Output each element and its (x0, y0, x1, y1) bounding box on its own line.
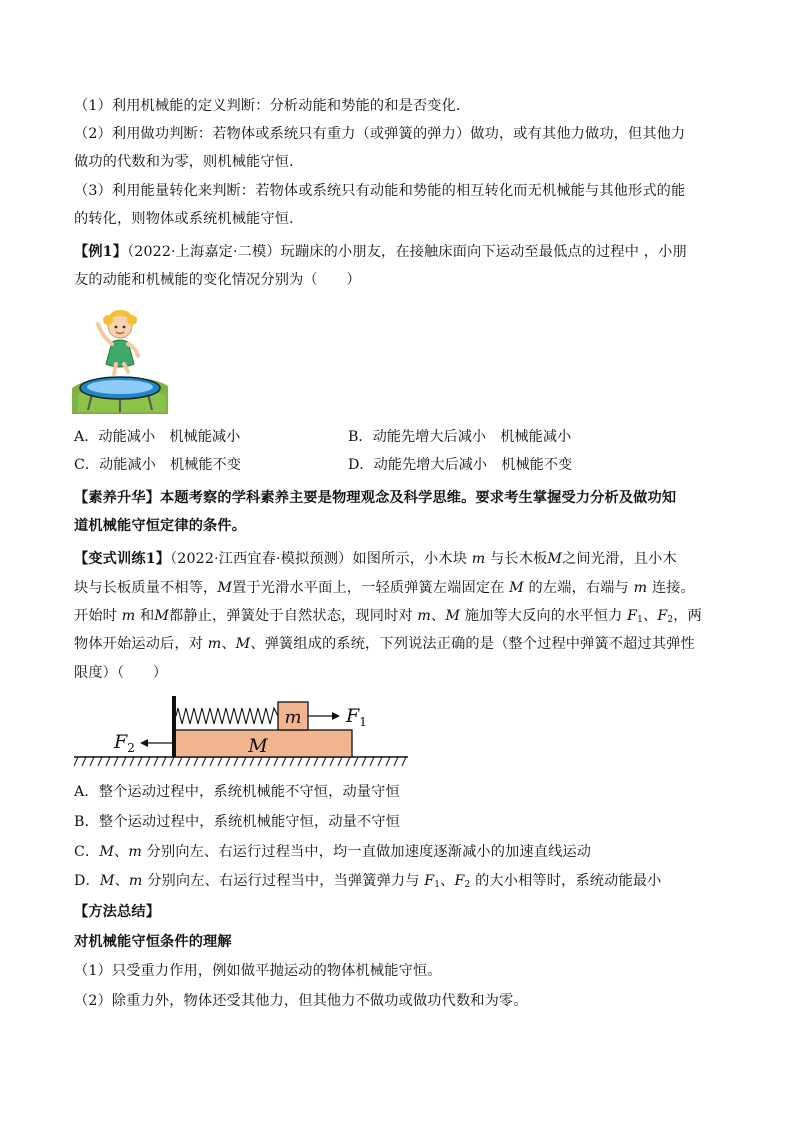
example1-tag: 【例1】 (74, 244, 128, 260)
variant-option-d: D．M、m 分别向左、右运行过程当中，当弹簧弹力与 $F_1$、$F_2$ 的大小相等时，系统动能最小 (74, 873, 662, 890)
example1-option-b: B．动能先增大后减小 机械能减小 (348, 429, 572, 445)
summary-item-1: （1）只受重力作用，例如做平抛运动的物体机械能守恒。 (74, 963, 442, 979)
force-f1-label: $F_1$ (346, 705, 367, 729)
example1-line-1: 【例1】（2022·上海嘉定·二模）玩蹦床的小朋友，在接触床面向下运动至最低点的过程中 ，小朋 (74, 244, 687, 260)
method-line-4: （3）利用能量转化来判断：若物体或系统只有动能和势能的相互转化而无机械能与其他形式的能 (74, 183, 686, 199)
variant1-tag: 【变式训练1】 (74, 551, 171, 567)
example1-option-a: A．动能减小 机械能减小 (74, 429, 241, 445)
literacy-line-1: 【素养升华】本题考察的学科素养主要是物理观念及科学思维。要求考生掌握受力分析及做功知 (74, 490, 677, 506)
summary-item-2: （2）除重力外，物体还受其他力，但其他力不做功或做功代数和为零。 (74, 993, 528, 1009)
spring-block-figure (74, 694, 414, 774)
variant-option-c: C．M、m 分别向左、右运行过程当中，均一直做加速度逐渐减小的加速直线运动 (74, 844, 592, 860)
method-line-5: 的转化，则物体或系统机械能守恒． (74, 211, 304, 227)
board-M-label: M (248, 735, 268, 757)
spring (176, 708, 278, 724)
variant1-line-2: 块与长板质量不相等，M置于光滑水平面上，一轻质弹簧左端固定在 M 的左端，右端与 m 连接。 (74, 580, 695, 596)
variant1-line-4: 物体开始运动后，对 m、M、弹簧组成的系统，下列说法正确的是（整个过程中弹簧不超过其弹性 (74, 636, 695, 652)
variant-option-a: A．整个运动过程中，系统机械能不守恒，动量守恒 (74, 784, 400, 800)
summary-subheading: 对机械能守恒条件的理解 (74, 934, 232, 950)
variant1-line-1: 【变式训练1】（2022·江西宜春·模拟预测）如图所示，小木块 m 与长木板M之间光滑，且小木 (74, 551, 677, 567)
method-line-1: （1）利用机械能的定义判断：分析动能和势能的和是否变化． (74, 98, 471, 114)
example1-line-2: 友的动能和机械能的变化情况分别为（ ） (74, 272, 361, 288)
force-f2-label: $F_2$ (114, 731, 135, 755)
method-line-2: （2）利用做功判断：若物体或系统只有重力（或弹簧的弹力）做功，或有其他力做功，但其他力 (74, 126, 686, 142)
summary-heading: 【方法总结】 (74, 904, 161, 920)
block-m-label: m (284, 707, 302, 728)
method-line-3: 做功的代数和为零，则机械能守恒． (74, 154, 304, 170)
wall (172, 696, 176, 757)
trampoline-child-illustration (70, 302, 170, 414)
variant1-line-5: 限度）（ ） (74, 665, 168, 681)
literacy-line-2: 道机械能守恒定律的条件。 (74, 518, 247, 534)
variant1-line-3: 开始时 m 和M都静止，弹簧处于自然状态，现同时对 m、M 施加等大反向的水平恒力 $F_1$、$F_2$，两 (74, 608, 702, 625)
variant-option-b: B．整个运动过程中，系统机械能守恒，动量不守恒 (74, 814, 401, 830)
example1-option-c: C．动能减小 机械能不变 (74, 457, 241, 473)
example1-option-d: D．动能先增大后减小 机械能不变 (348, 457, 573, 473)
